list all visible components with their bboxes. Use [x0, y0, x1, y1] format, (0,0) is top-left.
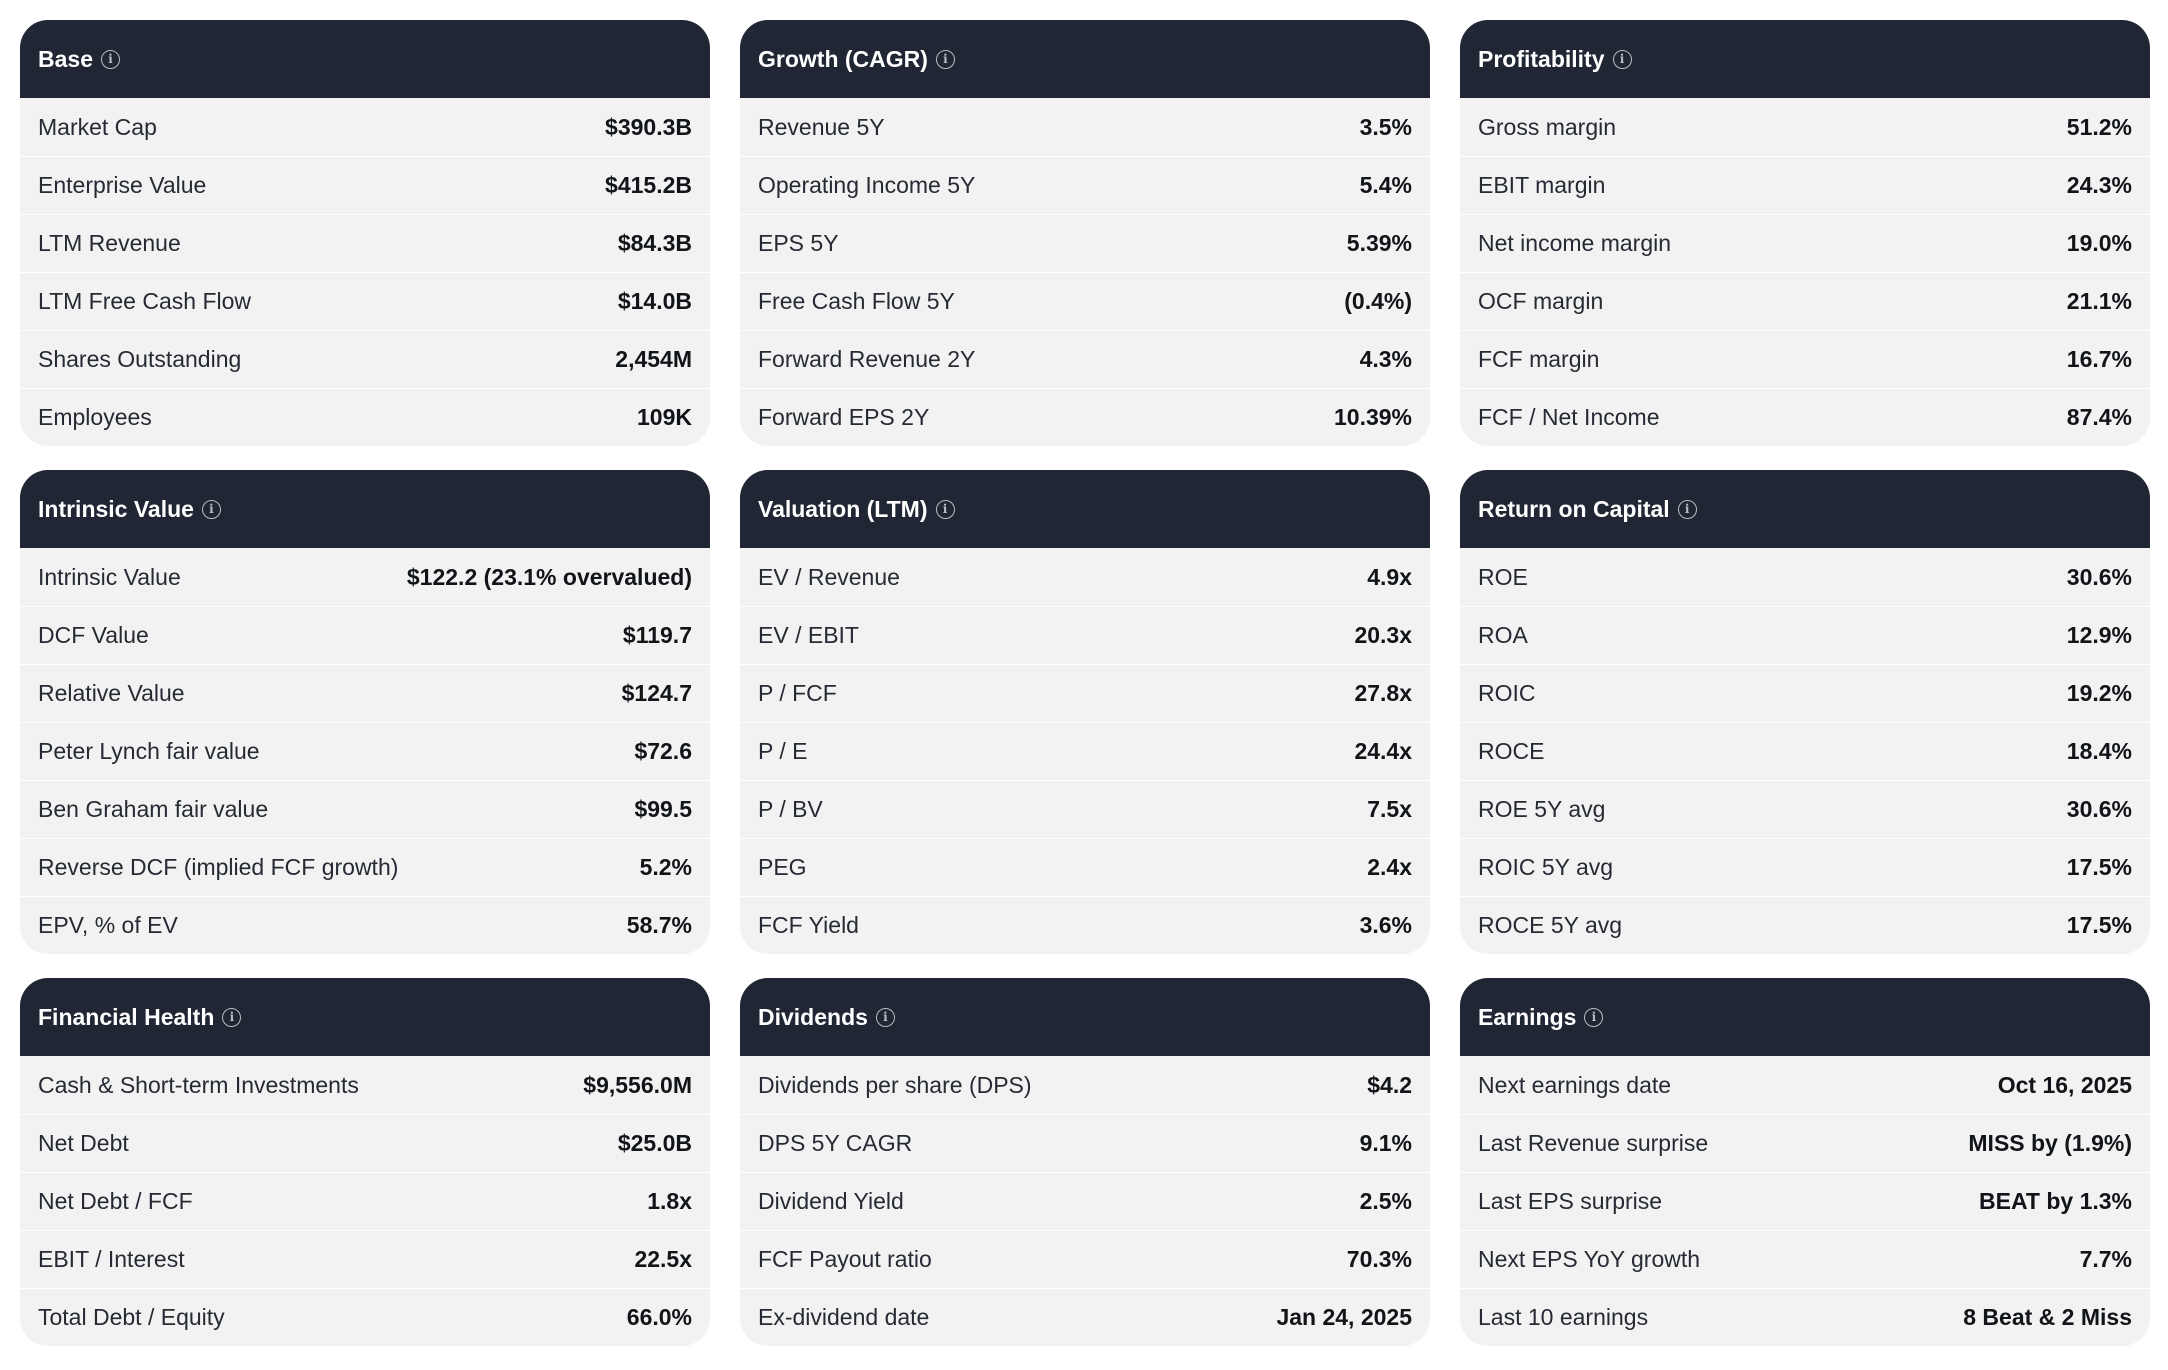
info-circle-icon[interactable]: i — [1678, 500, 1697, 519]
metric-label: Last 10 earnings — [1478, 1304, 1649, 1330]
metric-label: LTM Free Cash Flow — [38, 288, 252, 314]
metric-value: 70.3% — [1346, 1246, 1412, 1272]
metric-value: $9,556.0M — [583, 1071, 692, 1098]
metric-label: EV / Revenue — [758, 563, 900, 590]
metric-row-reverse-dcf-implied-fcf-growth — [20, 838, 710, 896]
metric-row-ebit-margin — [1460, 156, 2150, 214]
card-body — [1460, 98, 2150, 446]
metric-row-net-debt — [20, 1114, 710, 1172]
metric-label: ROCE 5Y avg — [1478, 912, 1623, 938]
card-body — [1460, 548, 2150, 954]
card-body — [20, 1056, 710, 1346]
metric-label: P / BV — [758, 796, 823, 822]
metric-value: 7.7% — [2079, 1246, 2132, 1272]
card-header — [1460, 20, 2150, 98]
metric-label: EBIT margin — [1478, 172, 1606, 198]
metrics-grid — [20, 20, 2150, 1370]
metric-row-eps-5y — [740, 214, 1430, 272]
metric-row-roce — [1460, 722, 2150, 780]
metric-label: Peter Lynch fair value — [38, 738, 260, 764]
metric-row-shares-outstanding — [20, 330, 710, 388]
metric-row-roe — [1460, 548, 2150, 606]
metric-row-net-debt-fcf — [20, 1172, 710, 1230]
metric-value: 109K — [637, 404, 692, 430]
card-body — [1460, 1056, 2150, 1346]
metric-label: EPS 5Y — [758, 230, 839, 256]
metric-label: Employees — [38, 404, 152, 430]
metric-value: 5.39% — [1346, 230, 1412, 256]
metric-row-p-bv — [740, 780, 1430, 838]
card-dividends — [740, 978, 1430, 1346]
metric-label: Last Revenue surprise — [1478, 1130, 1709, 1156]
metric-row-forward-eps-2y — [740, 388, 1430, 446]
metric-label: Relative Value — [38, 680, 185, 706]
metric-label: Net income margin — [1478, 230, 1672, 256]
metric-label: LTM Revenue — [38, 230, 181, 256]
metric-value: $390.3B — [605, 113, 692, 140]
metric-value: 87.4% — [2066, 404, 2132, 430]
metric-label: P / FCF — [758, 680, 837, 706]
metric-row-free-cash-flow-5y — [740, 272, 1430, 330]
metric-row-total-debt-equity — [20, 1288, 710, 1346]
metric-row-last-revenue-surprise — [1460, 1114, 2150, 1172]
metric-value: 51.2% — [2066, 113, 2132, 140]
metric-label: Cash & Short-term Investments — [38, 1071, 359, 1098]
metric-label: Forward EPS 2Y — [758, 404, 930, 430]
metric-row-cash-short-term-investments — [20, 1056, 710, 1114]
metric-value: Oct 16, 2025 — [1997, 1071, 2132, 1098]
metric-label: DPS 5Y CAGR — [758, 1130, 913, 1156]
metric-row-market-cap — [20, 98, 710, 156]
card-body — [740, 98, 1430, 446]
metric-row-ev-ebit — [740, 606, 1430, 664]
card-title: Base — [38, 45, 93, 72]
metric-value: 2,454M — [615, 346, 692, 372]
metric-row-intrinsic-value — [20, 548, 710, 606]
metric-value: 9.1% — [1359, 1130, 1412, 1156]
metric-value: 24.4x — [1354, 738, 1412, 764]
info-circle-icon[interactable]: i — [936, 50, 955, 69]
metric-label: ROE 5Y avg — [1478, 796, 1606, 822]
metric-value: 4.3% — [1359, 346, 1412, 372]
metric-value: $14.0B — [617, 288, 692, 314]
metric-value: $4.2 — [1367, 1071, 1412, 1098]
metric-label: Forward Revenue 2Y — [758, 346, 976, 372]
card-header — [740, 978, 1430, 1056]
metric-value: $72.6 — [634, 738, 692, 764]
metric-row-next-eps-yoy-growth — [1460, 1230, 2150, 1288]
metric-label: FCF Yield — [758, 912, 859, 938]
metric-row-dividends-per-share-dps — [740, 1056, 1430, 1114]
metric-label: Dividend Yield — [758, 1188, 904, 1214]
metric-row-peg — [740, 838, 1430, 896]
metric-row-fcf-margin — [1460, 330, 2150, 388]
metric-value: 66.0% — [626, 1304, 692, 1330]
metric-label: FCF margin — [1478, 346, 1600, 372]
card-header — [1460, 978, 2150, 1056]
metric-value: 4.9x — [1367, 563, 1412, 590]
metric-label: FCF Payout ratio — [758, 1246, 932, 1272]
card-header — [20, 978, 710, 1056]
metric-label: PEG — [758, 854, 807, 880]
card-title: Intrinsic Value — [38, 495, 194, 522]
metric-label: Intrinsic Value — [38, 563, 181, 590]
metric-label: OCF margin — [1478, 288, 1604, 314]
metric-label: ROIC — [1478, 680, 1536, 706]
metric-value: 5.2% — [639, 854, 692, 880]
metric-value: 21.1% — [2066, 288, 2132, 314]
metric-value: 2.4x — [1367, 854, 1412, 880]
card-title: Growth (CAGR) — [758, 45, 928, 72]
metric-value: $415.2B — [605, 172, 692, 198]
metric-value: 19.0% — [2066, 230, 2132, 256]
metric-label: ROCE — [1478, 738, 1545, 764]
metric-row-employees — [20, 388, 710, 446]
card-profitability — [1460, 20, 2150, 446]
metric-row-fcf-yield — [740, 896, 1430, 954]
metric-value: 19.2% — [2066, 680, 2132, 706]
metric-row-relative-value — [20, 664, 710, 722]
metric-label: Operating Income 5Y — [758, 172, 976, 198]
card-title: Profitability — [1478, 45, 1605, 72]
card-base — [20, 20, 710, 446]
card-title: Financial Health — [38, 1003, 215, 1030]
info-circle-icon[interactable]: i — [222, 1008, 241, 1027]
info-circle-icon[interactable]: i — [101, 50, 120, 69]
metric-label: FCF / Net Income — [1478, 404, 1660, 430]
card-earnings — [1460, 978, 2150, 1346]
metric-label: Ben Graham fair value — [38, 796, 269, 822]
metric-row-net-income-margin — [1460, 214, 2150, 272]
metric-value: $124.7 — [621, 680, 692, 706]
metric-value: 20.3x — [1354, 622, 1412, 648]
info-circle-icon[interactable]: i — [876, 1008, 895, 1027]
metric-row-ltm-revenue — [20, 214, 710, 272]
card-intrinsic-value — [20, 470, 710, 954]
card-body — [740, 1056, 1430, 1346]
card-header — [1460, 470, 2150, 548]
metric-value: 58.7% — [626, 912, 692, 938]
metric-value: 27.8x — [1354, 680, 1412, 706]
metric-value: (0.4%) — [1344, 288, 1412, 314]
card-valuation-ltm — [740, 470, 1430, 954]
metric-label: Revenue 5Y — [758, 113, 885, 140]
metric-value: 30.6% — [2066, 563, 2132, 590]
metric-row-fcf-payout-ratio — [740, 1230, 1430, 1288]
metric-label: ROA — [1478, 622, 1528, 648]
metric-value: MISS by (1.9%) — [1968, 1130, 2132, 1156]
card-body — [20, 548, 710, 954]
metric-value: 3.5% — [1359, 113, 1412, 140]
metric-label: ROE — [1478, 563, 1528, 590]
metric-value: 17.5% — [2066, 912, 2132, 938]
info-circle-icon[interactable]: i — [1584, 1008, 1603, 1027]
metric-value: 16.7% — [2066, 346, 2132, 372]
metric-label: EV / EBIT — [758, 622, 859, 648]
card-growth-cagr — [740, 20, 1430, 446]
metric-label: ROIC 5Y avg — [1478, 854, 1614, 880]
metric-row-roic — [1460, 664, 2150, 722]
metric-label: Total Debt / Equity — [38, 1304, 225, 1330]
metric-value: 30.6% — [2066, 796, 2132, 822]
metric-value: 18.4% — [2066, 738, 2132, 764]
metric-row-ex-dividend-date — [740, 1288, 1430, 1346]
card-title: Valuation (LTM) — [758, 495, 928, 522]
metric-row-roa — [1460, 606, 2150, 664]
metric-label: Free Cash Flow 5Y — [758, 288, 955, 314]
metric-value: $25.0B — [617, 1130, 692, 1156]
metric-row-ev-revenue — [740, 548, 1430, 606]
card-header — [740, 470, 1430, 548]
metric-row-revenue-5y — [740, 98, 1430, 156]
metric-label: DCF Value — [38, 622, 149, 648]
card-header — [740, 20, 1430, 98]
card-return-on-capital — [1460, 470, 2150, 954]
metric-value: 7.5x — [1367, 796, 1412, 822]
card-title: Return on Capital — [1478, 495, 1670, 522]
metric-row-dcf-value — [20, 606, 710, 664]
metric-row-roic-5y-avg — [1460, 838, 2150, 896]
metric-label: EBIT / Interest — [38, 1246, 185, 1272]
card-title: Dividends — [758, 1003, 868, 1030]
metric-row-operating-income-5y — [740, 156, 1430, 214]
info-circle-icon[interactable]: i — [936, 500, 955, 519]
metric-value: $99.5 — [634, 796, 692, 822]
card-title: Earnings — [1478, 1003, 1577, 1030]
metric-value: $84.3B — [617, 230, 692, 256]
metric-value: 17.5% — [2066, 854, 2132, 880]
metric-row-ebit-interest — [20, 1230, 710, 1288]
metric-value: 10.39% — [1333, 404, 1412, 430]
metric-label: Reverse DCF (implied FCF growth) — [38, 854, 399, 880]
info-circle-icon[interactable]: i — [1613, 50, 1632, 69]
metric-label: Ex-dividend date — [758, 1304, 930, 1330]
metric-row-enterprise-value — [20, 156, 710, 214]
metric-value: 1.8x — [647, 1188, 692, 1214]
metric-label: Net Debt — [38, 1130, 129, 1156]
metric-row-p-fcf — [740, 664, 1430, 722]
card-header — [20, 470, 710, 548]
metric-value: 24.3% — [2066, 172, 2132, 198]
card-body — [740, 548, 1430, 954]
metric-row-ltm-free-cash-flow — [20, 272, 710, 330]
metric-label: Next earnings date — [1478, 1071, 1672, 1098]
metric-label: Gross margin — [1478, 113, 1617, 140]
metric-row-next-earnings-date — [1460, 1056, 2150, 1114]
metric-row-last-eps-surprise — [1460, 1172, 2150, 1230]
metric-value: 5.4% — [1359, 172, 1412, 198]
metric-label: Net Debt / FCF — [38, 1188, 193, 1214]
metric-label: Enterprise Value — [38, 172, 207, 198]
metric-value: $119.7 — [622, 622, 692, 648]
metric-label: Dividends per share (DPS) — [758, 1071, 1032, 1098]
info-circle-icon[interactable]: i — [202, 500, 221, 519]
metric-value: 22.5x — [634, 1246, 692, 1272]
metric-value: 8 Beat & 2 Miss — [1963, 1304, 2132, 1330]
metric-row-ben-graham-fair-value — [20, 780, 710, 838]
metric-row-dividend-yield — [740, 1172, 1430, 1230]
metric-row-last-10-earnings — [1460, 1288, 2150, 1346]
card-financial-health — [20, 978, 710, 1346]
metric-label: Last EPS surprise — [1478, 1188, 1663, 1214]
metric-value: 12.9% — [2066, 622, 2132, 648]
card-header — [20, 20, 710, 98]
metric-label: Next EPS YoY growth — [1478, 1246, 1701, 1272]
metric-row-gross-margin — [1460, 98, 2150, 156]
metric-value: $122.2 (23.1% overvalued) — [406, 563, 692, 590]
metric-value: Jan 24, 2025 — [1276, 1304, 1412, 1330]
metric-row-peter-lynch-fair-value — [20, 722, 710, 780]
metric-row-forward-revenue-2y — [740, 330, 1430, 388]
metric-row-roce-5y-avg — [1460, 896, 2150, 954]
metric-label: P / E — [758, 738, 808, 764]
metric-row-p-e — [740, 722, 1430, 780]
metric-row-dps-5y-cagr — [740, 1114, 1430, 1172]
metric-value: BEAT by 1.3% — [1979, 1188, 2132, 1214]
metric-value: 3.6% — [1359, 912, 1412, 938]
metric-row-epv-of-ev — [20, 896, 710, 954]
metric-label: EPV, % of EV — [38, 912, 178, 938]
metric-row-ocf-margin — [1460, 272, 2150, 330]
metric-row-roe-5y-avg — [1460, 780, 2150, 838]
metric-label: Shares Outstanding — [38, 346, 242, 372]
card-body — [20, 98, 710, 446]
metric-value: 2.5% — [1359, 1188, 1412, 1214]
metric-label: Market Cap — [38, 113, 157, 140]
metric-row-fcf-net-income — [1460, 388, 2150, 446]
